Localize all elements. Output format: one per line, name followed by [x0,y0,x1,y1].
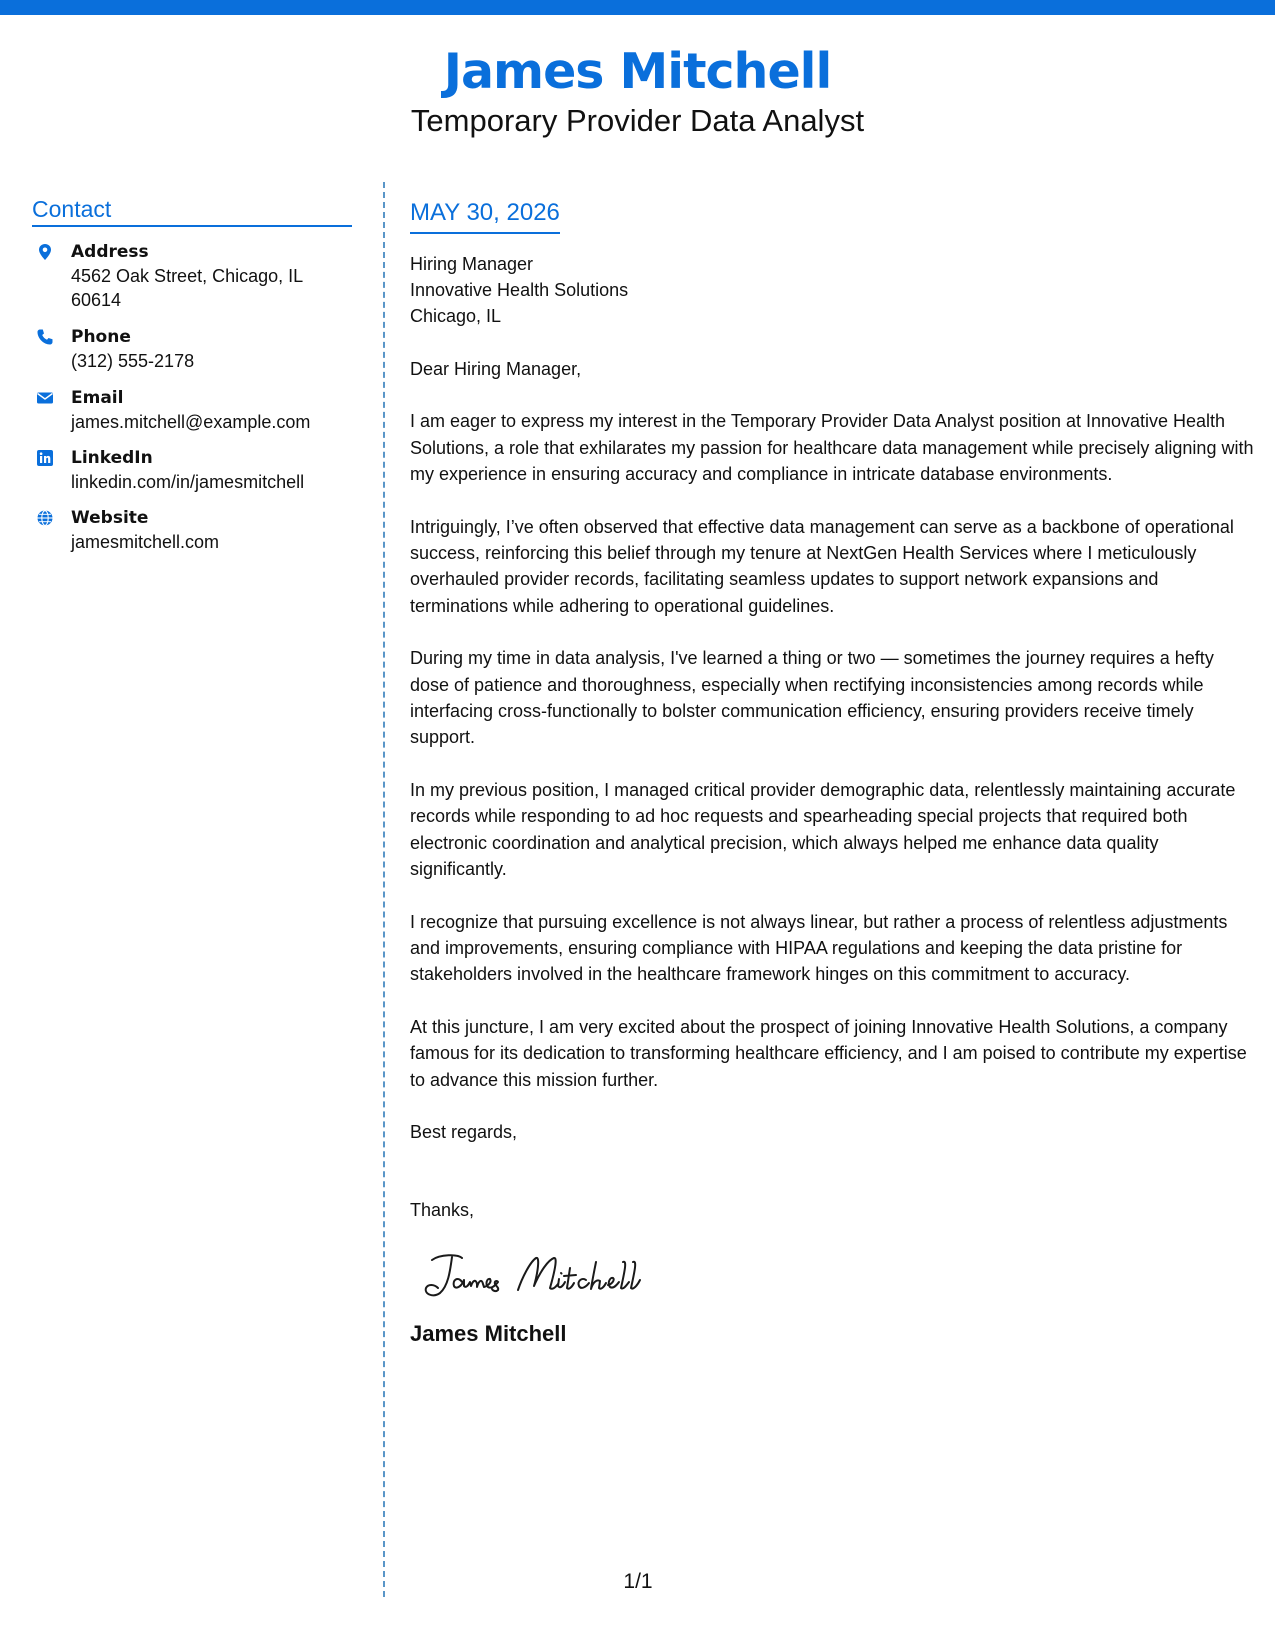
applicant-name: James Mitchell [443,43,832,100]
contact-address [32,240,352,312]
contact-label: LinkedIn [71,448,153,468]
contact-label: Phone [71,327,131,347]
contact-label: Address [71,242,149,262]
contact-value: 4562 Oak Street, Chicago, IL 60614 [71,266,303,310]
recipient-line: Hiring Manager [410,254,534,274]
top-accent-bar [0,0,1275,15]
contact-value: james.mitchell@example.com [71,412,311,432]
page-number: 1/1 [623,1570,653,1593]
body-paragraph: At this juncture, I am very excited about the prospect of joining Innovative Health Solutions, a company famous for its dedication to transforming healthcare efficiency, and I am poised to contribute my expertise to advance this mission further. [410,1016,1247,1090]
contact-email [32,386,352,434]
letter-body [410,197,1255,1348]
thanks-line: Thanks, [410,1200,475,1221]
body-paragraph: I recognize that pursuing excellence is not always linear, but rather a process of relentless adjustments and improvements, ensuring compliance with HIPAA regulations and keeping the data pristine for stakeholders involved in the healthcare framework hinges on this commitment to accuracy. [410,911,1228,985]
contact-heading: Contact [32,195,352,227]
recipient-line: Innovative Health Solutions [410,280,629,300]
salutation: Dear Hiring Manager, [410,359,582,379]
body-paragraph: Intriguingly, I’ve often observed that effective data management can serve as a backbone of operational success, reinforcing this belief through my tenure at NextGen Health Services where I meticulously overhauled provider records, facilitating seamless updates to support network expansions and terminations while adhering to operational guidelines. [410,516,1234,616]
handwritten-signature [418,1248,678,1304]
globe-icon [36,509,54,527]
document-header [0,40,1275,140]
contact-linkedin [32,446,352,494]
contact-value: jamesmitchell.com [71,532,220,552]
body-paragraph: During my time in data analysis, I've learned a thing or two — sometimes the journey requires a hefty dose of patience and thoroughness, especially when rectifying inconsistencies among records while interfacing cross-functionally to bolster communication efficiency, ensuring providers receive timely support. [410,648,1214,748]
contact-label: Email [71,388,124,408]
phone-icon [36,328,54,346]
recipient-block [410,251,1255,329]
job-title: Temporary Provider Data Analyst [410,103,865,138]
contact-value: linkedin.com/in/jamesmitchell [71,472,305,492]
envelope-icon [36,389,54,407]
body-paragraph: In my previous position, I managed critical provider demographic data, relentlessly maintaining accurate records while responding to ad hoc requests and spearheading special projects that required both electronic coordination and analytical precision, which always helped me enhance data quality significantly. [410,779,1236,880]
linkedin-icon [36,449,54,467]
letter-date: MAY 30, 2026 [410,197,560,234]
contact-value: (312) 555-2178 [71,351,195,371]
body-paragraph: I am eager to express my interest in the Temporary Provider Data Analyst position at Innovative Health Solutions, a role that exhilarates my passion for healthcare data management while precisely aligning with my experience in ensuring accuracy and compliance in intricate database environments. [410,411,1254,485]
recipient-line: Chicago, IL [410,306,502,326]
closing: Best regards, [410,1121,518,1142]
map-pin-icon [36,243,54,261]
contact-website [32,506,352,554]
contact-phone [32,325,352,373]
contact-sidebar [32,195,352,554]
column-divider [383,182,385,1597]
contact-label: Website [71,508,149,528]
signer-name: James Mitchell [410,1320,567,1346]
